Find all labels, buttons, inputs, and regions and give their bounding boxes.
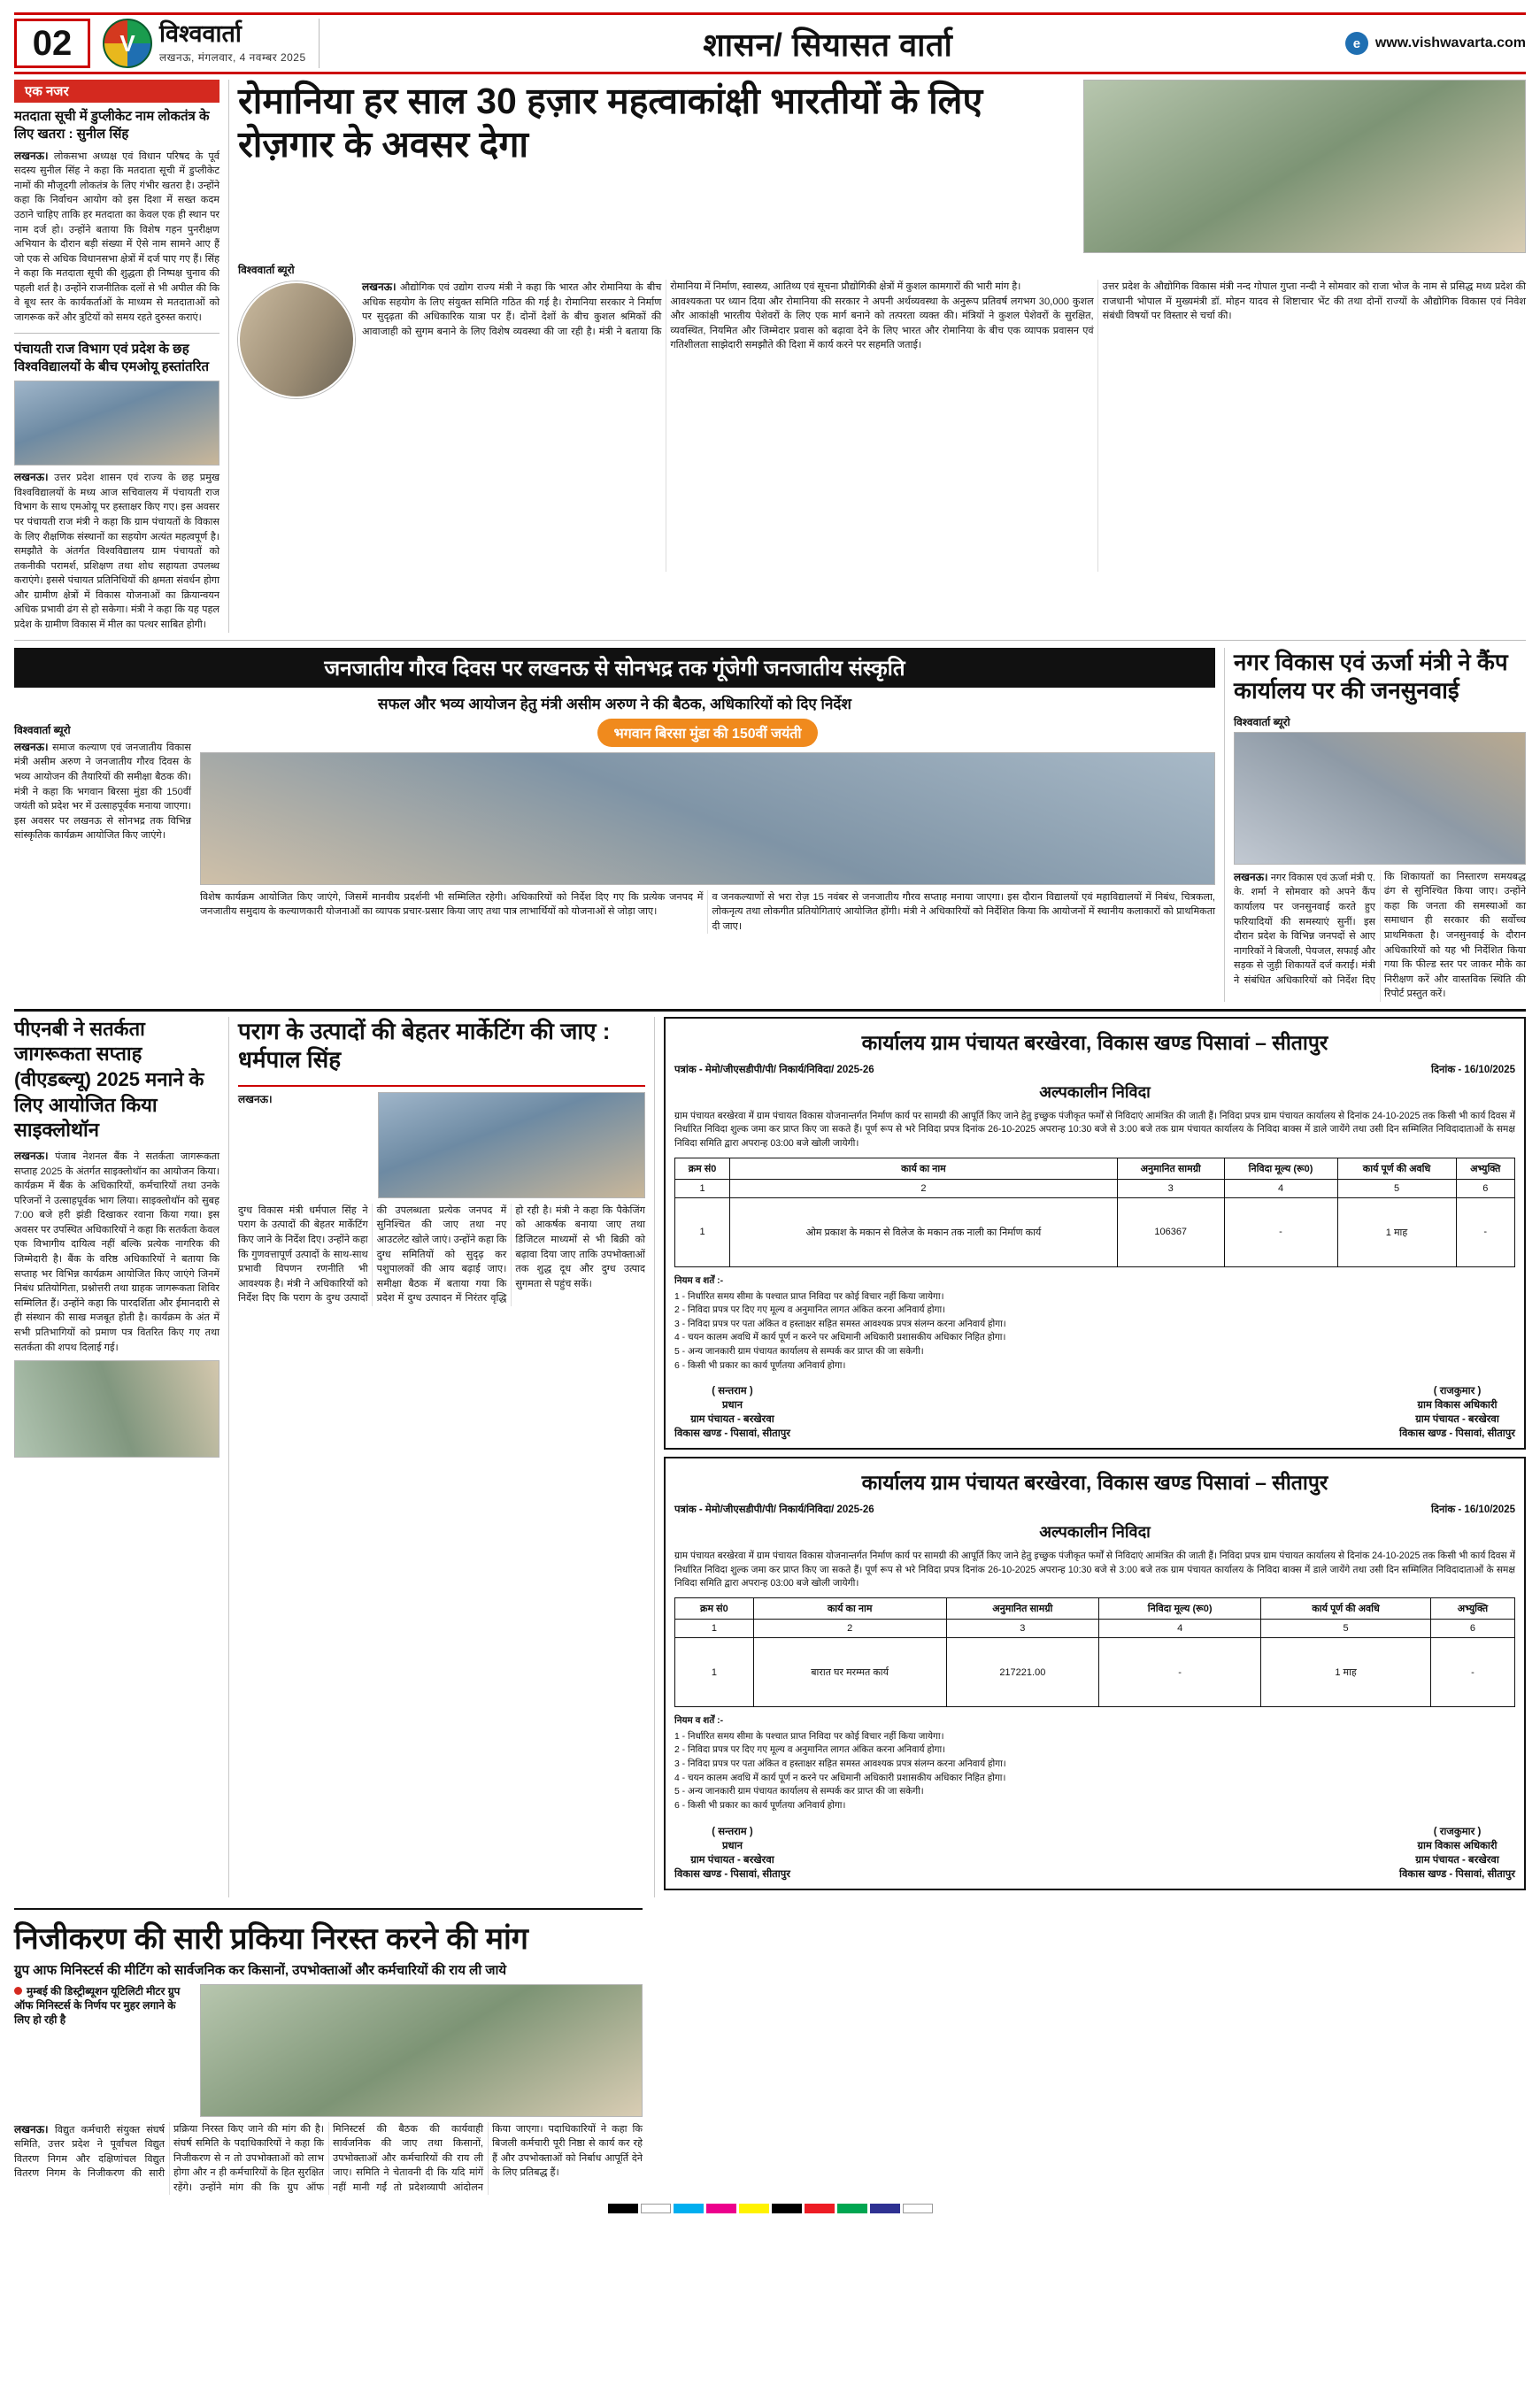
cell-price: - xyxy=(1099,1638,1261,1707)
website-url: www.vishwavarta.com xyxy=(1374,35,1526,50)
lead-byline: विश्ववार्ता ब्यूरो xyxy=(238,264,295,276)
sign-block: विकास खण्ड - पिसावां, सीतापुर xyxy=(674,1428,790,1440)
colnum-2: 2 xyxy=(730,1179,1118,1197)
lead-photo-main xyxy=(1083,80,1526,253)
tender-conditions xyxy=(674,1714,1515,1812)
privatisation-photo xyxy=(200,1984,643,2117)
tribal-block xyxy=(14,648,1526,1002)
left-story1-byline: लखनऊ। xyxy=(14,149,49,162)
condition-item: 5 - अन्य जानकारी ग्राम पंचायत कार्यालय से सम्पर्क कर प्राप्त की जा सकेगी। xyxy=(674,1787,924,1797)
cyclothon-photo xyxy=(14,1360,219,1458)
top-block xyxy=(14,80,1526,633)
color-swatch xyxy=(674,2204,704,2213)
sign-name: ( राजकुमार ) xyxy=(1433,1826,1482,1837)
tender-office: कार्यालय ग्राम पंचायत बरखेरवा, विकास खण्ड पिसावां – सीतापुर xyxy=(861,1030,1328,1054)
left-story2-byline: लखनऊ। xyxy=(14,471,49,484)
nagar-story xyxy=(1234,648,1526,1002)
lead-text-col1: औद्योगिक एवं उद्योग राज्य मंत्री ने कहा कि भारत और रोमानिया के बीच अधिक सहयोग के लिए संयुक्त समिति गठित की गई है। रोमानिया सरकार ने निर्माण पर सुदृढ़ता की अधिकारिक यात्रा पर हैं। दोनों देशों के बीच कुशल श्रमिकों की आवाजाही को सुगम बनाने के लिए विशेष व्यवस्था की जा रही है। मंत्री ने बताया कि रोमानिया में निर्माण, स्वास्थ्य, आतिथ्य एवं सूचना प्रौद्योगिकी क्षेत्रों में कुशल कामगारों की भारी मांग है। xyxy=(362,281,1021,337)
colnum-6: 6 xyxy=(1430,1620,1514,1638)
th-estimate: अनुमानित सामग्री xyxy=(1117,1158,1224,1179)
lead-story xyxy=(238,80,1526,633)
lead-headline: रोमानिया हर साल 30 हज़ार महत्वाकांक्षी भारतीयों के लिए रोज़गार के अवसर देगा xyxy=(238,81,983,165)
color-swatch xyxy=(739,2204,769,2213)
left-story1-text: लोकसभा अध्यक्ष एवं विधान परिषद के पूर्व सदस्य सुनील सिंह ने कहा कि मतदाता सूची में डुप्लीकेट नामों की मौजूदगी लोकतंत्र के लिए गंभीर खतरा है। उन्होंने कहा कि निर्वाचन आयोग को इस दिशा में सख्त कदम उठाने चाहिए ताकि हर मतदाता का केवल एक ही स्थान पर नाम दर्ज हो। उन्होंने बताया कि विशेष गहन पुनरीक्षण अभियान के दौरान बड़ी संख्या में ऐसे नाम सामने आए हैं जो एक से अधिक विधानसभा क्षेत्रों में दर्ज पाए गए हैं। सिंह ने कहा कि मतदाता सूची की शुद्धता ही निष्पक्ष चुनाव की पहली शर्त है। उन्होंने राजनीतिक दलों से भी अपील की कि वे बूथ स्तर के कार्यकर्ताओं के माध्यम से मतदाताओं को जागरूक करें और त्रुटियों को समय रहते दुरुस्त कराएं। xyxy=(14,150,219,324)
table-header-row xyxy=(675,1158,1515,1179)
tender-date: दिनांक - 16/10/2025 xyxy=(1430,1064,1515,1075)
th-price: निविदा मूल्य (रू0) xyxy=(1224,1158,1337,1179)
colnum-3: 3 xyxy=(946,1620,1099,1638)
cyclothon-byline: लखनऊ। xyxy=(14,1149,49,1162)
color-swatch xyxy=(641,2204,671,2213)
privatisation-subhead: ग्रुप आफ मिनिस्टर्स की मीटिंग को सार्वजनिक कर किसानों, उपभोक्ताओं और कर्मचारियों की राय ली जाये xyxy=(14,1962,507,1978)
cyclothon-text: पंजाब नेशनल बैंक ने सतर्कता जागरूकता सप्ताह 2025 के अंतर्गत साइक्लोथॉन का आयोजन किया। कार्यक्रम में बैंक के अधिकारियों, कर्मचारियों तथा उनके परिजनों ने उत्साहपूर्वक भाग लिया। साइक्लोथॉन को सुबह 7:00 बजे हरी झंडी दिखाकर रवाना किया गया। इस अवसर पर उपस्थित अधिकारियों ने कहा कि सतर्कता केवल एक विभागीय दायित्व नहीं बल्कि प्रत्येक नागरिक की जिम्मेदारी है। बैंक के वरिष्ठ अधिकारियों ने बताया कि सप्ताह भर विभिन्न कार्यक्रम आयोजित किए जाएंगे जिनमें निबंध प्रतियोगिता, प्रश्नोत्तरी तथा ग्राहक जागरूकता शिविर सम्मिलित हैं। उन्होंने कहा कि पारदर्शिता और ईमानदारी से ही संस्थान की साख मजबूत होती है। कार्यक्रम के अंत में सभी प्रतिभागियों को प्रमाण पत्र वितरित किए गए तथा सतर्कता की शपथ दिलाई गई। xyxy=(14,1150,219,1353)
condition-item: 3 - निविदा प्रपत्र पर पता अंकित व हस्ताक्षर सहित समस्त आवश्यक प्रपत्र संलग्न करना अनिवार्य होगा। xyxy=(674,1319,1006,1329)
color-swatch xyxy=(706,2204,736,2213)
sign-panchayat: ग्राम पंचायत - बरखेरवा xyxy=(1415,1854,1499,1866)
nagar-dateline: लखनऊ। xyxy=(1234,870,1268,883)
left-story2-photo xyxy=(14,381,219,466)
left-story1-body xyxy=(14,149,219,326)
tribal-text-col3: व जनकल्याणों से भरा रोज़ 15 नवंबर से जनजातीय गौरव सप्ताह मनाया जाएगा। इस दौरान विद्यालयों एवं महाविद्यालयों में निबंध, चित्रकला, लोकनृत्य तथा लोकगीत प्रतियोगिताएं आयोजित होंगी। मंत्री ने अधिकारियों को निर्देशित किया कि आयोजनों में स्थानीय कलाकारों को प्राथमिकता दी जाए। xyxy=(712,891,1215,932)
condition-item: 2 - निविदा प्रपत्र पर दिए गए मूल्य व अनुमानित लागत अंकित करना अनिवार्य होगा। xyxy=(674,1305,946,1316)
page-number: 02 xyxy=(14,19,90,68)
cell-price: - xyxy=(1224,1197,1337,1266)
th-remarks: अभ्युक्ति xyxy=(1430,1598,1514,1620)
colnum-1: 1 xyxy=(675,1620,754,1638)
tender-ref: पत्रांक - मेमो/जीएसडीपी/पी/ निकार्य/निविदा/ 2025-26 xyxy=(674,1064,874,1075)
tender-paragraph: ग्राम पंचायत बरखेरवा में ग्राम पंचायत विकास योजनान्तर्गत निर्माण कार्य पर सामग्री की आपूर्ति किए जाने हेतु इच्छुक पंजीकृत फर्मों से निविदाएं आमंत्रित की जाती हैं। निविदा प्रपत्र ग्राम पंचायत कार्यालय से दिनांक 24-10-2025 तक किसी भी कार्य दिवस में निर्धारित निविदा शुल्क जमा कर प्राप्त किए जा सकते हैं। पूर्ण रूप से भरे निविदा प्रपत्र दिनांक 26-10-2025 अपरान्ह 10:30 बजे से 3:00 बजे तक ग्राम पंचायत कार्यालय के निविदा बाक्स में डाले जायेंगे तथा उसी दिन सम्मिलित निविदादाताओं के समक्ष निविदा समिति द्वारा अपरान्ह 03:00 बजे खोली जायेगी। xyxy=(674,1551,1515,1589)
tender-date: दिनांक - 16/10/2025 xyxy=(1430,1504,1515,1516)
parag-photo xyxy=(378,1092,645,1198)
signature-right xyxy=(1399,1824,1515,1882)
sign-designation: प्रधान xyxy=(721,1840,743,1851)
signature-left xyxy=(674,1824,790,1882)
cell-duration: 1 माह xyxy=(1261,1638,1431,1707)
masthead xyxy=(14,12,1526,74)
condition-item: 2 - निविदा प्रपत्र पर दिए गए मूल्य व अनुमानित लागत अंकित करना अनिवार्य होगा। xyxy=(674,1745,946,1756)
left-story2-body xyxy=(14,470,219,633)
privatisation-bullet-text: मुम्बई की डिस्ट्रीब्यूशन यूटिलिटी मीटर ग्रुप ऑफ मिनिस्टर्स के निर्णय पर मुहर लगाने के लिए हो रही है xyxy=(14,1984,181,2026)
cell-remarks: - xyxy=(1430,1638,1514,1707)
lead-dateline: लखनऊ। xyxy=(362,281,397,293)
nagar-headline: नगर विकास एवं ऊर्जा मंत्री ने कैंप कार्यालय पर की जनसुनवाई xyxy=(1234,648,1508,704)
cell-duration: 1 माह xyxy=(1337,1197,1456,1266)
tribal-pill-badge: भगवान बिरसा मुंडा की 150वीं जयंती xyxy=(597,719,817,747)
color-swatch xyxy=(772,2204,802,2213)
publication-logo xyxy=(99,19,320,68)
left-column xyxy=(14,80,219,633)
parag-headline: पराग के उत्पादों की बेहतर मार्केटिंग की जाए : धर्मपाल सिंह xyxy=(238,1017,611,1074)
bottom-block xyxy=(14,1903,1526,2196)
tribal-subhead: सफल और भव्य आयोजन हेतु मंत्री असीम अरुण ने की बैठक, अधिकारियों को दिए निर्देश xyxy=(378,695,851,712)
privatisation-byline: लखनऊ। xyxy=(14,2122,49,2136)
color-swatch xyxy=(805,2204,835,2213)
edition-line: लखनऊ, मंगलवार, 4 नवम्बर 2025 xyxy=(159,51,306,64)
condition-item: 1 - निर्धारित समय सीमा के पश्चात प्राप्त निविदा पर कोई विचार नहीं किया जायेगा। xyxy=(674,1291,944,1302)
table-colnum-row xyxy=(675,1620,1515,1638)
sign-block: विकास खण्ड - पिसावां, सीतापुर xyxy=(674,1868,790,1880)
sign-block: विकास खण्ड - पिसावां, सीतापुर xyxy=(1399,1868,1515,1880)
cell-sno: 1 xyxy=(675,1197,730,1266)
th-work: कार्य का नाम xyxy=(753,1598,946,1620)
column-tag: एक नजर xyxy=(14,80,219,103)
th-duration: कार्य पूर्ण की अवधि xyxy=(1261,1598,1431,1620)
tribal-dateline: लखनऊ। xyxy=(14,740,49,753)
th-work: कार्य का नाम xyxy=(730,1158,1118,1179)
sign-designation: प्रधान xyxy=(721,1400,743,1412)
th-sno: क्रम सं0 xyxy=(675,1598,754,1620)
nagar-text: नगर विकास एवं ऊर्जा मंत्री ए. के. शर्मा ने सोमवार को अपने कैंप कार्यालय पर जनसुनवाई करते हुए फरियादियों की समस्याएं सुनीं। इस दौरान प्रदेश के विभिन्न जनपदों से आए नागरिकों ने बिजली, पेयजल, सफाई और सड़क से जुड़ी शिकायतें दर्ज कराईं। मंत्री ने संबंधित अधिकारियों को निर्देश दिए कि शिकायतों का निस्तारण समयबद्ध ढंग से सुनिश्चित किया जाए। उन्होंने कहा कि जनता की समस्याओं का समाधान ही सरकार की सर्वोच्च प्राथमिकता है। जनसुनवाई के दौरान अधिकारियों को यह भी निर्देशित किया गया कि फील्ड स्तर पर जाकर मौके का निरीक्षण करें और वास्तविक स्थिति की रिपोर्ट प्रस्तुत करें। xyxy=(1234,871,1526,1000)
nagar-byline: विश्ववार्ता ब्यूरो xyxy=(1234,715,1290,728)
table-row xyxy=(675,1197,1515,1266)
parag-byline: लखनऊ। xyxy=(238,1092,273,1105)
tender-ref: पत्रांक - मेमो/जीएसडीपी/पी/ निकार्य/निविदा/ 2025-26 xyxy=(674,1504,874,1516)
th-estimate: अनुमानित सामग्री xyxy=(946,1598,1099,1620)
colnum-3: 3 xyxy=(1117,1179,1224,1197)
th-price: निविदा मूल्य (रू0) xyxy=(1099,1598,1261,1620)
registration-color-bar xyxy=(14,2204,1526,2213)
website-link[interactable] xyxy=(1336,19,1526,68)
sign-panchayat: ग्राम पंचायत - बरखेरवा xyxy=(690,1854,774,1866)
th-duration: कार्य पूर्ण की अवधि xyxy=(1337,1158,1456,1179)
privatisation-headline: निजीकरण की सारी प्रकिया निरस्त करने की मांग xyxy=(14,1921,528,1956)
tender-signatures xyxy=(674,1383,1515,1441)
cyclothon-story xyxy=(14,1017,219,1897)
tender-column xyxy=(664,1017,1526,1897)
sign-name: ( राजकुमार ) xyxy=(1433,1386,1482,1397)
section-title: शासन/ सियासत वार्ता xyxy=(703,26,953,63)
colnum-6: 6 xyxy=(1456,1179,1514,1197)
tender-notice xyxy=(664,1457,1526,1889)
conditions-title: नियम व शर्तें :- xyxy=(674,1275,724,1286)
left-story2-headline: पंचायती राज विभाग एवं प्रदेश के छह विश्वविद्यालयों के बीच एमओयू हस्तांतरित xyxy=(14,341,210,374)
cell-work: ओम प्रकाश के मकान से विलेज के मकान तक नाली का निर्माण कार्य xyxy=(730,1197,1118,1266)
th-sno: क्रम सं0 xyxy=(675,1158,730,1179)
nagar-photo xyxy=(1234,732,1526,865)
condition-item: 3 - निविदा प्रपत्र पर पता अंकित व हस्ताक्षर सहित समस्त आवश्यक प्रपत्र संलग्न करना अनिवार्य होगा। xyxy=(674,1759,1006,1770)
tender-signatures xyxy=(674,1824,1515,1882)
th-remarks: अभ्युक्ति xyxy=(1456,1158,1514,1179)
sign-name: ( सन्तराम ) xyxy=(712,1386,753,1397)
cyclothon-headline: पीएनबी ने सतर्कता जागरूकता सप्ताह (वीएडब्ल्यू) 2025 मनाने के लिए आयोजित किया साइक्लोथॉन xyxy=(14,1017,204,1142)
privatisation-bullet xyxy=(14,1984,191,2028)
sign-panchayat: ग्राम पंचायत - बरखेरवा xyxy=(1415,1414,1499,1426)
logo-icon: V xyxy=(103,19,152,68)
color-swatch xyxy=(837,2204,867,2213)
table-colnum-row xyxy=(675,1179,1515,1197)
table-header-row xyxy=(675,1598,1515,1620)
left-story1-headline: मतदाता सूची में डुप्लीकेट नाम लोकतंत्र के लिए खतरा : सुनील सिंह xyxy=(14,109,210,142)
tender-table xyxy=(674,1158,1515,1267)
sign-panchayat: ग्राम पंचायत - बरखेरवा xyxy=(690,1414,774,1426)
cell-remarks: - xyxy=(1456,1197,1514,1266)
color-swatch xyxy=(903,2204,933,2213)
tender-office: कार्यालय ग्राम पंचायत बरखेरवा, विकास खण्ड पिसावां – सीतापुर xyxy=(861,1471,1328,1495)
condition-item: 4 - चयन कालम अवधि में कार्य पूर्ण न करने पर अधिमानी अधिकारी प्रशासकीय अधिकार निहित होगा। xyxy=(674,1333,1006,1343)
parag-story xyxy=(238,1017,645,1897)
colnum-1: 1 xyxy=(675,1179,730,1197)
tender-title: अल्पकालीन निविदा xyxy=(1039,1523,1151,1542)
lead-portrait-photo xyxy=(238,281,355,398)
tender-paragraph: ग्राम पंचायत बरखेरवा में ग्राम पंचायत विकास योजनान्तर्गत निर्माण कार्य पर सामग्री की आपूर्ति किए जाने हेतु इच्छुक पंजीकृत फर्मों से निविदाएं आमंत्रित की जाती हैं। निविदा प्रपत्र ग्राम पंचायत कार्यालय से दिनांक 24-10-2025 तक किसी भी कार्य दिवस में निर्धारित निविदा शुल्क जमा कर प्राप्त किए जा सकते हैं। पूर्ण रूप से भरे निविदा प्रपत्र दिनांक 26-10-2025 अपरान्ह 10:30 बजे से 3:00 बजे तक ग्राम पंचायत कार्यालय के निविदा बाक्स में डाले जायेंगे तथा उसी दिन सम्मिलित निविदादाताओं के समक्ष निविदा समिति द्वारा अपरान्ह 03:00 बजे खोली जायेगी। xyxy=(674,1110,1515,1149)
condition-item: 6 - किसी भी प्रकार का कार्य पूर्णतया अनिवार्य होगा। xyxy=(674,1800,846,1811)
tender-conditions xyxy=(674,1274,1515,1373)
colnum-4: 4 xyxy=(1224,1179,1337,1197)
colnum-5: 5 xyxy=(1337,1179,1456,1197)
color-swatch xyxy=(608,2204,638,2213)
parag-text: दुग्ध विकास मंत्री धर्मपाल सिंह ने पराग के उत्पादों की बेहतर मार्केटिंग किए जाने के निर्देश दिए। उन्होंने कहा कि गुणवत्तापूर्ण उत्पादों के साथ-साथ प्रभावी विपणन रणनीति भी आवश्यक है। मंत्री ने अधिकारियों को निर्देश दिए कि पराग के दुग्ध उत्पादों की उपलब्धता प्रत्येक जनपद में सुनिश्चित की जाए तथा नए आउटलेट खोले जाएं। उन्होंने कहा कि दुग्ध समितियों को सुदृढ़ कर पशुपालकों की आय बढ़ाई जाए। समीक्षा बैठक में बताया गया कि प्रदेश में दुग्ध उत्पादन में निरंतर वृद्धि हो रही है। मंत्री ने कहा कि पैकेजिंग को आकर्षक बनाया जाए तथा डिजिटल माध्यमों से भी बिक्री को बढ़ावा दिया जाए ताकि उपभोक्ताओं तक शुद्ध दूध और दुग्ध उत्पाद सुगमता से पहुंच सकें। xyxy=(238,1204,645,1304)
cell-work: बारात घर मरम्मत कार्य xyxy=(753,1638,946,1707)
sign-block: विकास खण्ड - पिसावां, सीतापुर xyxy=(1399,1428,1515,1440)
cell-sno: 1 xyxy=(675,1638,754,1707)
condition-item: 5 - अन्य जानकारी ग्राम पंचायत कार्यालय से सम्पर्क कर प्राप्त की जा सकेगी। xyxy=(674,1346,924,1357)
colnum-2: 2 xyxy=(753,1620,946,1638)
cell-estimate: 106367 xyxy=(1117,1197,1224,1266)
tender-title: अल्पकालीन निविदा xyxy=(1039,1082,1151,1101)
colnum-4: 4 xyxy=(1099,1620,1261,1638)
privatisation-text: विद्युत कर्मचारी संयुक्त संघर्ष समिति, उत्तर प्रदेश ने पूर्वांचल विद्युत वितरण निगम और दक्षिणांचल विद्युत वितरण निगम के निजीकरण की सारी प्रक्रिया निरस्त किए जाने की मांग की है। संघर्ष समिति के पदाधिकारियों ने कहा कि निजीकरण से न तो उपभोक्ताओं को लाभ होगा और न ही कर्मचारियों के हित सुरक्षित रहेंगे। उन्होंने मांग की कि ग्रुप ऑफ मिनिस्टर्स की बैठक की कार्यवाही सार्वजनिक की जाए तथा किसानों, उपभोक्ताओं और कर्मचारियों की राय ली जाए। समिति ने चेतावनी दी कि यदि मांगें नहीं मानी गईं तो प्रदेशव्यापी आंदोलन किया जाएगा। पदाधिकारियों ने कहा कि बिजली कर्मचारी पूरी निष्ठा से कार्य कर रहे हैं और उपभोक्ताओं को निर्बाध आपूर्ति देने के लिए प्रतिबद्ध हैं। xyxy=(14,2123,643,2193)
publication-name: विश्ववार्ता xyxy=(159,20,242,47)
middle-block xyxy=(14,1017,1526,1897)
tribal-photo xyxy=(200,752,1215,885)
tribal-text-col1: समाज कल्याण एवं जनजातीय विकास मंत्री असीम अरुण ने जनजातीय गौरव दिवस के भव्य आयोजन की तैयारियों की समीक्षा बैठक की। मंत्री ने कहा कि भगवान बिरसा मुंडा की 150वीं जयंती को प्रदेश भर में उत्साहपूर्वक मनाया जाएगा। इस अवसर पर लखनऊ से सोनभद्र तक विभिन्न सांस्कृतिक कार्यक्रम आयोजित किए जाएंगे। xyxy=(14,742,191,842)
globe-icon: e xyxy=(1345,32,1368,55)
tribal-text-col2: विशेष कार्यक्रम आयोजित किए जाएंगे, जिसमें मानवीय प्रदर्शनी भी सम्मिलित रहेगी। अधिकारियों को निर्देश दिए गए कि प्रत्येक जनपद में जनजातीय समुदाय के कल्याणकारी योजनाओं का व्यापक प्रचार-प्रसार किया जाए तथा पात्र लाभार्थियों को योजनाओं से जोड़ा जाए। xyxy=(200,891,704,918)
sign-name: ( सन्तराम ) xyxy=(712,1826,753,1837)
color-swatch xyxy=(870,2204,900,2213)
sign-designation: ग्राम विकास अधिकारी xyxy=(1417,1400,1498,1412)
left-story2-text: उत्तर प्रदेश शासन एवं राज्य के छह प्रमुख विश्वविद्यालयों के मध्य आज सचिवालय में पंचायती राज विभाग के साथ एमओयू पर हस्ताक्षर किए गए। इस अवसर पर पंचायती राज मंत्री ने कहा कि ग्राम पंचायतों के विकास के लिए शैक्षणिक संस्थानों का सहयोग अत्यंत महत्वपूर्ण है। समझौते के अंतर्गत विश्वविद्यालय ग्राम पंचायतों को तकनीकी परामर्श, प्रशिक्षण तथा शोध सहायता उपलब्ध कराएंगे। इससे पंचायत प्रतिनिधियों की क्षमता संवर्धन होगा और ग्रामीण क्षेत्रों में विकास योजनाओं का क्रियान्वयन अधिक प्रभावी ढंग से हो सकेगा। मंत्री ने कहा कि यह पहल प्रदेश के ग्रामीण विकास में मील का पत्थर साबित होगी। xyxy=(14,473,219,631)
tender-notice xyxy=(664,1017,1526,1450)
privatisation-story xyxy=(14,1903,643,2196)
signature-right xyxy=(1399,1383,1515,1441)
tender-table xyxy=(674,1597,1515,1707)
sign-designation: ग्राम विकास अधिकारी xyxy=(1417,1840,1498,1851)
lead-text-col3: उत्तर प्रदेश के औद्योगिक विकास मंत्री नन्द गोपाल गुप्ता नन्दी ने सोमवार को राजा भोज के नाम से प्रसिद्ध मध्य प्रदेश की राजधानी भोपाल में मुख्यमंत्री डॉ. मोहन यादव से शिष्टाचार भेंट की तथा दोनों राज्यों के औद्योगिक विकास एवं निवेश संबंधी विषयों पर विस्तार से चर्चा की। xyxy=(1102,281,1526,322)
condition-item: 6 - किसी भी प्रकार का कार्य पूर्णतया अनिवार्य होगा। xyxy=(674,1360,846,1371)
signature-left xyxy=(674,1383,790,1441)
tribal-byline: विश्ववार्ता ब्यूरो xyxy=(14,723,71,736)
condition-item: 4 - चयन कालम अवधि में कार्य पूर्ण न करने पर अधिमानी अधिकारी प्रशासकीय अधिकार निहित होगा। xyxy=(674,1773,1006,1783)
lead-text-col2: आवश्यकता पर ध्यान दिया और रोमानिया की सरकार ने अपनी अर्थव्यवस्था के अनुरूप प्रतिवर्ष लगभग 30,000 कुशल और आकांक्षी भारतीय पेशेवरों के लिए एक मार्ग बनाने को तत्परता व्यक्त की। मंत्रियों ने कुशल पेशेवरों के सुरक्षित, व्यवस्थित, नियमित और जिम्मेदार प्रवास को बढ़ावा देने के लिए भारत और रोमानिया के बीच एक व्यापक प्रवासन एवं गतिशीलता साझेदारी समझौते की दिशा में कार्य करने पर सहमति जताई। xyxy=(670,296,1094,351)
bullet-icon xyxy=(14,1987,22,1995)
tribal-banner: जनजातीय गौरव दिवस पर लखनऊ से सोनभद्र तक गूंजेगी जनजातीय संस्कृति xyxy=(14,648,1215,688)
cell-estimate: 217221.00 xyxy=(946,1638,1099,1707)
table-row xyxy=(675,1638,1515,1707)
conditions-title: नियम व शर्तें :- xyxy=(674,1716,724,1727)
tribal-story xyxy=(14,648,1215,1002)
condition-item: 1 - निर्धारित समय सीमा के पश्चात प्राप्त निविदा पर कोई विचार नहीं किया जायेगा। xyxy=(674,1731,944,1742)
colnum-5: 5 xyxy=(1261,1620,1431,1638)
